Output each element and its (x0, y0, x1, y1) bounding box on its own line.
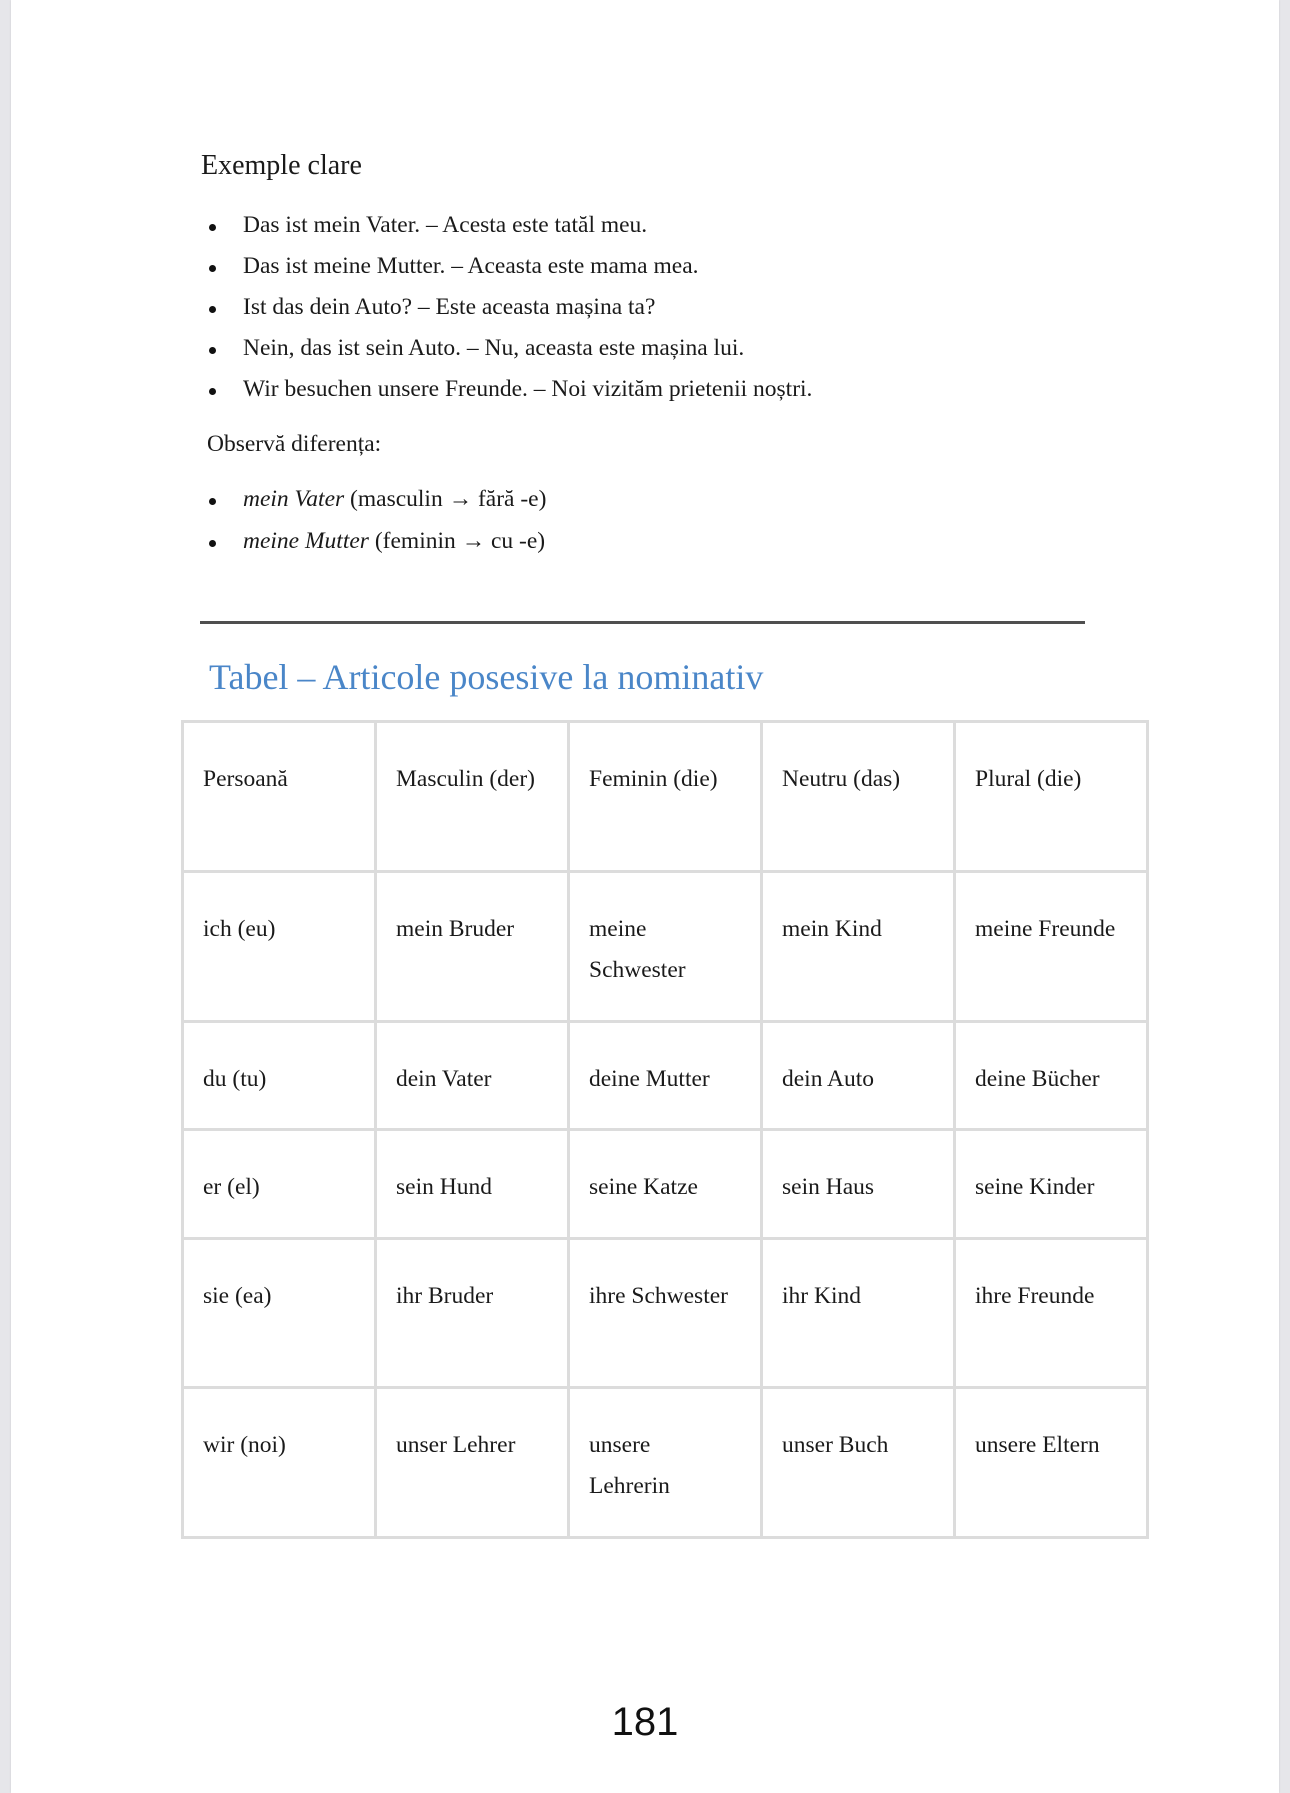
bullet-icon (209, 265, 216, 272)
observe-label: Observă diferența: (207, 431, 382, 457)
table-cell: ihre Schwester (569, 1239, 762, 1388)
document-page (11, 0, 1279, 1793)
observe-note: (feminin → cu -e) (368, 528, 546, 554)
table-cell: ihr Kind (762, 1239, 955, 1388)
header-cell: Plural (die) (955, 722, 1148, 872)
header-cell: Persoană (183, 722, 376, 872)
example-item (243, 335, 744, 362)
table-cell: unsere Eltern (955, 1388, 1148, 1538)
example-item (243, 212, 647, 239)
header-cell: Neutru (das) (762, 722, 955, 872)
table-cell: dein Auto (762, 1022, 955, 1130)
table-cell: ihr Bruder (376, 1239, 569, 1388)
example-text: Wir besuchen unsere Freunde. – Noi vizităm prietenii noștri. (243, 376, 813, 402)
table-cell: meine Schwester (569, 872, 762, 1022)
table-cell: mein Bruder (376, 872, 569, 1022)
table-cell: sein Hund (376, 1130, 569, 1239)
table-cell: sie (ea) (183, 1239, 376, 1388)
header-cell: Feminin (die) (569, 722, 762, 872)
example-item (243, 376, 812, 403)
bullet-icon (209, 388, 216, 395)
table-row (183, 1239, 1148, 1388)
examples-heading: Exemple clare (201, 150, 362, 181)
example-item (243, 253, 699, 280)
observe-term: mein Vater (243, 486, 345, 512)
bullet-icon (209, 540, 216, 547)
table-cell: seine Kinder (955, 1130, 1148, 1239)
bullet-icon (209, 498, 216, 505)
example-text: Das ist mein Vater. – Acesta este tatăl meu. (243, 212, 648, 238)
bullet-icon (209, 347, 216, 354)
observe-note: (masculin → fără -e) (344, 486, 547, 512)
example-text: Das ist meine Mutter. – Aceasta este mama mea. (243, 253, 699, 279)
table-cell: ihre Freunde (955, 1239, 1148, 1388)
table-cell: dein Vater (376, 1022, 569, 1130)
example-text: Nein, das ist sein Auto. – Nu, aceasta este mașina lui. (243, 335, 745, 361)
table-cell: mein Kind (762, 872, 955, 1022)
observe-item (243, 486, 546, 513)
table-cell: du (tu) (183, 1022, 376, 1130)
table-cell: meine Freunde (955, 872, 1148, 1022)
table-cell: deine Bücher (955, 1022, 1148, 1130)
observe-item (243, 528, 545, 555)
example-text: Ist das dein Auto? – Este aceasta mașina ta? (243, 294, 656, 320)
table-row (183, 1388, 1148, 1538)
table-row (183, 1130, 1148, 1239)
header-cell: Masculin (der) (376, 722, 569, 872)
table-title: Tabel – Articole posesive la nominativ (209, 657, 764, 697)
table-cell: seine Katze (569, 1130, 762, 1239)
table-row (183, 872, 1148, 1022)
table-cell: ich (eu) (183, 872, 376, 1022)
observe-term: meine Mutter (243, 528, 369, 554)
bullet-icon (209, 224, 216, 231)
table-cell: wir (noi) (183, 1388, 376, 1538)
table-row (183, 1022, 1148, 1130)
bullet-icon (209, 306, 216, 313)
page-number: 181 (611, 1700, 679, 1744)
table-cell: unser Lehrer (376, 1388, 569, 1538)
table-cell: sein Haus (762, 1130, 955, 1239)
table-cell: er (el) (183, 1130, 376, 1239)
table-cell: unser Buch (762, 1388, 955, 1538)
possessive-articles-table (181, 720, 1149, 1539)
table-cell: deine Mutter (569, 1022, 762, 1130)
table-cell: unsere Lehrerin (569, 1388, 762, 1538)
table-header-row (183, 722, 1148, 872)
example-item (243, 294, 655, 321)
horizontal-rule (200, 621, 1085, 624)
